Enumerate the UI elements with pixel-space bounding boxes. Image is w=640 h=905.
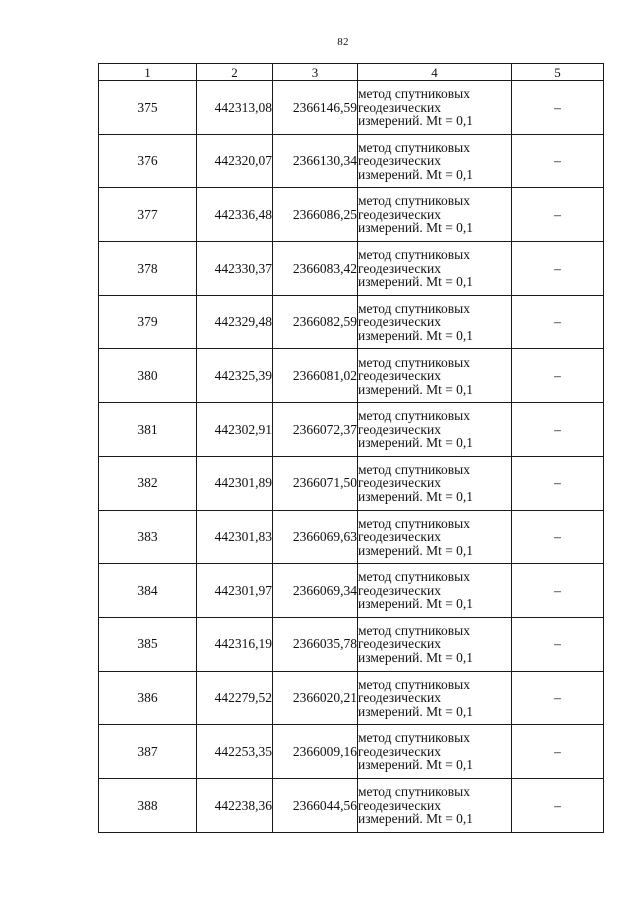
note-cell: – — [512, 456, 604, 510]
note-cell: – — [512, 403, 604, 457]
method-line-3: измерений. Mt = 0,1 — [358, 811, 474, 827]
method-line-2: геодезических — [358, 206, 441, 222]
method-line-3: измерений. Mt = 0,1 — [358, 757, 474, 773]
table-row — [99, 564, 604, 618]
method-cell — [358, 134, 512, 188]
coordinate-x: 442238,36 — [197, 778, 273, 832]
method-line-3: измерений. Mt = 0,1 — [358, 488, 474, 504]
column-header-5: 5 — [512, 64, 604, 81]
table-row — [99, 456, 604, 510]
method-line-2: геодезических — [358, 314, 441, 330]
method-line-2: геодезических — [358, 582, 441, 598]
table-row — [99, 778, 604, 832]
table-row — [99, 295, 604, 349]
coordinate-y: 2366020,21 — [273, 671, 358, 725]
method-line-1: метод спутниковых — [358, 515, 470, 531]
column-header-2: 2 — [197, 64, 273, 81]
method-cell — [358, 242, 512, 296]
coordinate-x: 442313,08 — [197, 81, 273, 135]
coordinate-y: 2366035,78 — [273, 617, 358, 671]
note-cell: – — [512, 295, 604, 349]
method-line-1: метод спутниковых — [358, 461, 470, 477]
method-line-2: геодезических — [358, 475, 441, 491]
point-number: 379 — [99, 295, 197, 349]
method-line-2: геодезических — [358, 99, 441, 115]
coordinate-x: 442253,35 — [197, 725, 273, 779]
coordinate-y: 2366009,16 — [273, 725, 358, 779]
coordinate-y: 2366081,02 — [273, 349, 358, 403]
note-cell: – — [512, 188, 604, 242]
method-line-2: геодезических — [358, 153, 441, 169]
method-line-3: измерений. Mt = 0,1 — [358, 274, 474, 290]
point-number: 382 — [99, 456, 197, 510]
method-line-3: измерений. Mt = 0,1 — [358, 649, 474, 665]
method-line-3: измерений. Mt = 0,1 — [358, 166, 474, 182]
method-cell — [358, 564, 512, 618]
note-cell: – — [512, 617, 604, 671]
method-cell — [358, 617, 512, 671]
method-line-3: измерений. Mt = 0,1 — [358, 113, 474, 129]
coordinate-y: 2366146,59 — [273, 81, 358, 135]
coordinate-y: 2366069,34 — [273, 564, 358, 618]
point-number: 383 — [99, 510, 197, 564]
point-number: 387 — [99, 725, 197, 779]
table-row — [99, 725, 604, 779]
method-line-3: измерений. Mt = 0,1 — [358, 596, 474, 612]
point-number: 384 — [99, 564, 197, 618]
method-cell — [358, 295, 512, 349]
table-row — [99, 81, 604, 135]
note-cell: – — [512, 778, 604, 832]
point-number: 378 — [99, 242, 197, 296]
coordinate-x: 442316,19 — [197, 617, 273, 671]
coordinate-x: 442301,97 — [197, 564, 273, 618]
note-cell: – — [512, 671, 604, 725]
method-cell — [358, 81, 512, 135]
table-row — [99, 510, 604, 564]
method-line-1: метод спутниковых — [358, 676, 470, 692]
note-cell: – — [512, 349, 604, 403]
method-line-3: измерений. Mt = 0,1 — [358, 542, 474, 558]
method-line-3: измерений. Mt = 0,1 — [358, 381, 474, 397]
table-row — [99, 403, 604, 457]
method-line-3: измерений. Mt = 0,1 — [358, 435, 474, 451]
coordinate-x: 442336,48 — [197, 188, 273, 242]
method-line-2: геодезических — [358, 421, 441, 437]
column-header-4: 4 — [358, 64, 512, 81]
page-number: 82 — [337, 36, 349, 48]
column-header-3: 3 — [273, 64, 358, 81]
table-row — [99, 617, 604, 671]
table-row — [99, 188, 604, 242]
point-number: 376 — [99, 134, 197, 188]
point-number: 381 — [99, 403, 197, 457]
coordinate-y: 2366086,25 — [273, 188, 358, 242]
point-number: 388 — [99, 778, 197, 832]
table-row — [99, 242, 604, 296]
method-line-1: метод спутниковых — [358, 622, 470, 638]
method-cell — [358, 188, 512, 242]
note-cell: – — [512, 564, 604, 618]
coordinates-table — [98, 63, 604, 833]
method-line-2: геодезических — [358, 529, 441, 545]
coordinate-x: 442302,91 — [197, 403, 273, 457]
method-line-1: метод спутниковых — [358, 139, 470, 155]
note-cell: – — [512, 134, 604, 188]
table-header-row — [99, 64, 604, 81]
table-row — [99, 349, 604, 403]
method-line-2: геодезических — [358, 797, 441, 813]
column-header-1: 1 — [99, 64, 197, 81]
method-line-1: метод спутниковых — [358, 408, 470, 424]
coordinate-x: 442301,83 — [197, 510, 273, 564]
coordinate-x: 442329,48 — [197, 295, 273, 349]
point-number: 377 — [99, 188, 197, 242]
coordinate-y: 2366130,34 — [273, 134, 358, 188]
coordinate-y: 2366069,63 — [273, 510, 358, 564]
coordinate-x: 442301,89 — [197, 456, 273, 510]
method-line-2: геодезических — [358, 690, 441, 706]
table-row — [99, 671, 604, 725]
method-cell — [358, 403, 512, 457]
note-cell: – — [512, 242, 604, 296]
method-line-1: метод спутниковых — [358, 193, 470, 209]
coordinate-y: 2366044,56 — [273, 778, 358, 832]
method-line-3: измерений. Mt = 0,1 — [358, 327, 474, 343]
coordinate-x: 442279,52 — [197, 671, 273, 725]
method-line-3: измерений. Mt = 0,1 — [358, 703, 474, 719]
point-number: 375 — [99, 81, 197, 135]
note-cell: – — [512, 510, 604, 564]
method-cell — [358, 778, 512, 832]
method-line-1: метод спутниковых — [358, 354, 470, 370]
method-cell — [358, 725, 512, 779]
point-number: 385 — [99, 617, 197, 671]
coordinate-y: 2366071,50 — [273, 456, 358, 510]
method-line-1: метод спутниковых — [358, 569, 470, 585]
coordinate-y: 2366082,59 — [273, 295, 358, 349]
method-line-2: геодезических — [358, 368, 441, 384]
coordinate-y: 2366083,42 — [273, 242, 358, 296]
method-line-1: метод спутниковых — [358, 300, 470, 316]
point-number: 386 — [99, 671, 197, 725]
method-line-2: геодезических — [358, 260, 441, 276]
method-line-1: метод спутниковых — [358, 730, 470, 746]
method-line-3: измерений. Mt = 0,1 — [358, 220, 474, 236]
method-cell — [358, 349, 512, 403]
coordinate-x: 442325,39 — [197, 349, 273, 403]
method-line-1: метод спутниковых — [358, 784, 470, 800]
method-cell — [358, 671, 512, 725]
table-row — [99, 134, 604, 188]
method-line-1: метод спутниковых — [358, 247, 470, 263]
method-cell — [358, 456, 512, 510]
note-cell: – — [512, 725, 604, 779]
table-body — [99, 81, 604, 833]
method-cell — [358, 510, 512, 564]
coordinate-x: 442320,07 — [197, 134, 273, 188]
method-line-2: геодезических — [358, 743, 441, 759]
method-line-1: метод спутниковых — [358, 86, 470, 102]
method-line-2: геодезических — [358, 636, 441, 652]
note-cell: – — [512, 81, 604, 135]
coordinate-y: 2366072,37 — [273, 403, 358, 457]
coordinate-x: 442330,37 — [197, 242, 273, 296]
point-number: 380 — [99, 349, 197, 403]
